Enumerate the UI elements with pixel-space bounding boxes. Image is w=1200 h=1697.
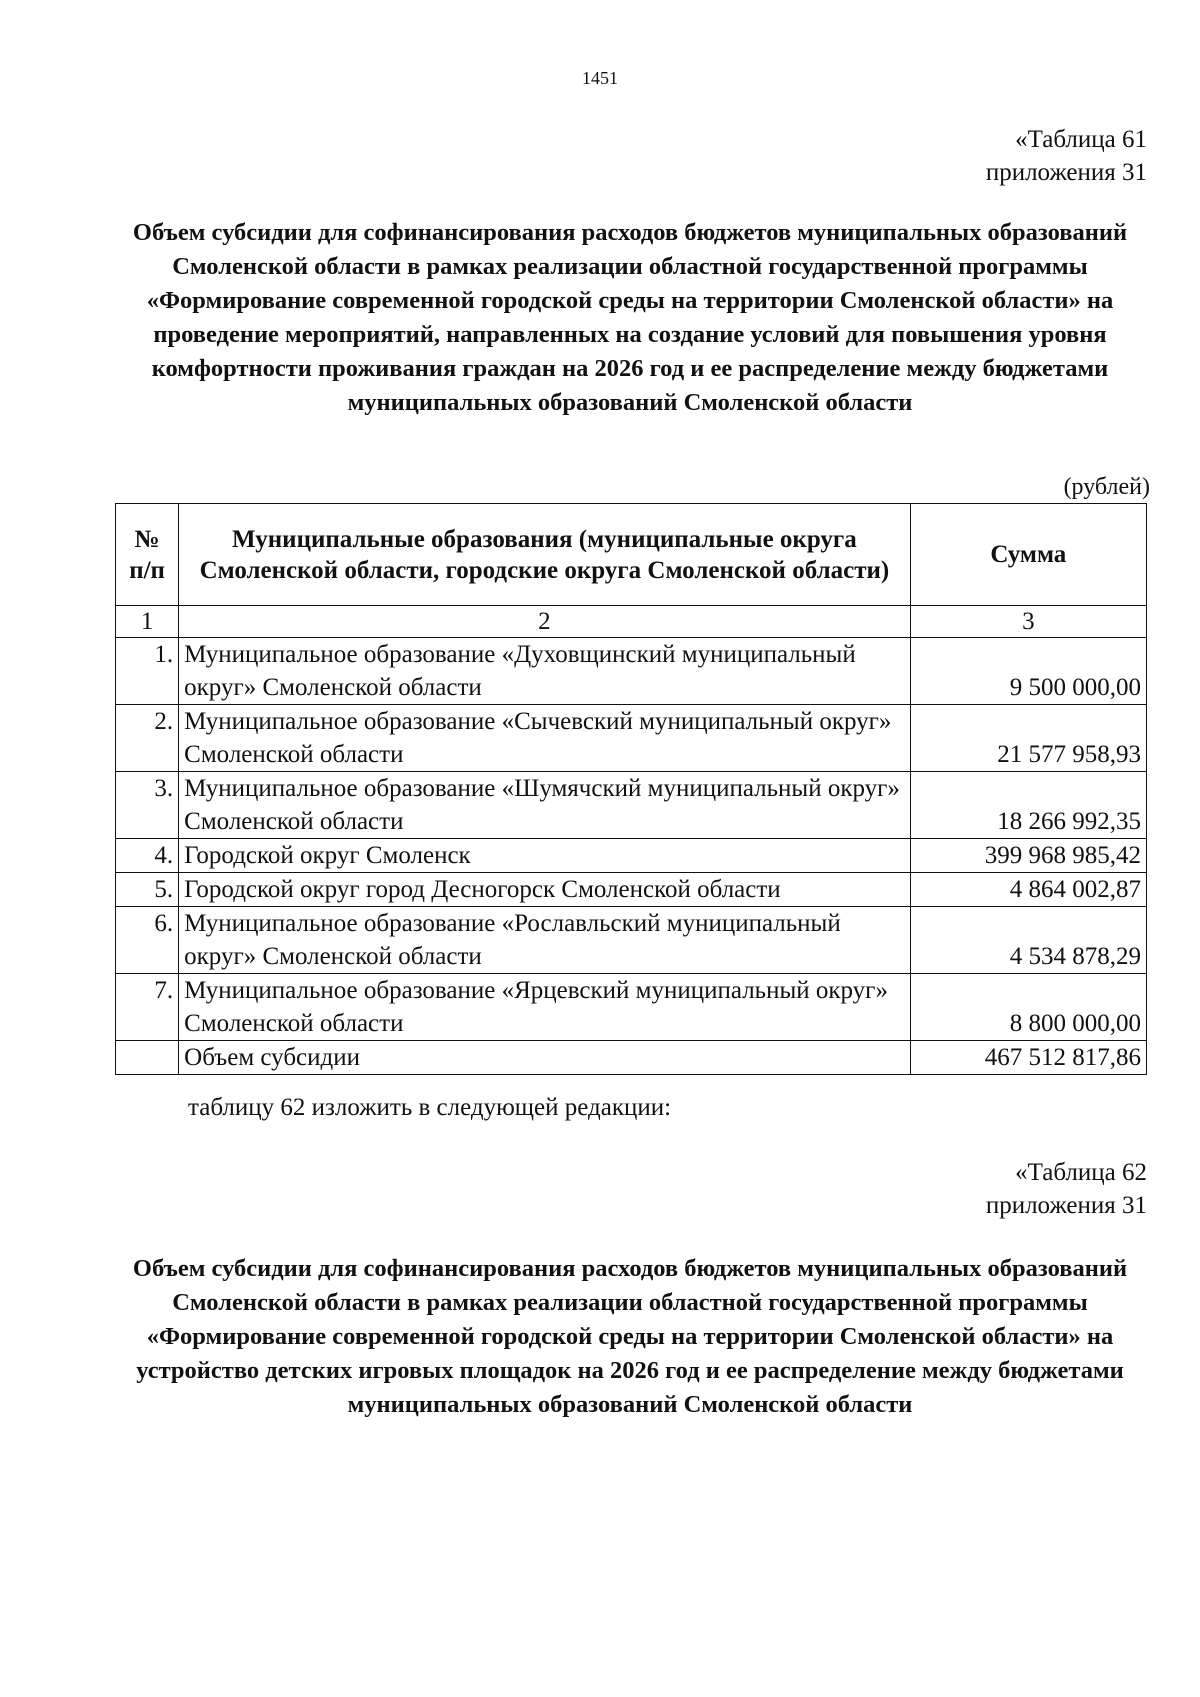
row-name: Муниципальное образование «Сычевский муниципальный округ» Смоленской области	[179, 705, 910, 772]
row-number: 3.	[116, 772, 179, 839]
total-row	[116, 1041, 1147, 1075]
row-sum: 4 534 878,29	[910, 907, 1146, 974]
row-name: Городской округ Смоленск	[179, 839, 910, 873]
column-number: 1	[116, 606, 179, 638]
units-label: (рублей)	[1063, 474, 1150, 500]
table62-reference	[986, 1156, 1147, 1222]
total-sum: 467 512 817,86	[910, 1041, 1146, 1075]
table-row	[116, 907, 1147, 974]
table-row	[116, 772, 1147, 839]
table-row	[116, 974, 1147, 1041]
table62-reference-line1: «Таблица 62	[1015, 1159, 1147, 1186]
row-name: Городской округ город Десногорск Смоленской области	[179, 873, 910, 907]
table-row	[116, 839, 1147, 873]
row-number: 6.	[116, 907, 179, 974]
table61-reference-line1: «Таблица 61	[1015, 126, 1147, 153]
subsidy-table	[115, 503, 1147, 1075]
table-row	[116, 873, 1147, 907]
row-name: Муниципальное образование «Духовщинский муниципальный округ» Смоленской области	[179, 638, 910, 705]
row-number: 4.	[116, 839, 179, 873]
header-no: № п/п	[116, 504, 179, 606]
column-number: 3	[910, 606, 1146, 638]
table-row	[116, 705, 1147, 772]
column-number: 2	[179, 606, 910, 638]
row-name: Муниципальное образование «Ярцевский муниципальный округ» Смоленской области	[179, 974, 910, 1041]
row-number: 7.	[116, 974, 179, 1041]
amendment-text: таблицу 62 изложить в следующей редакции:	[188, 1094, 672, 1121]
row-number: 2.	[116, 705, 179, 772]
table-row	[116, 638, 1147, 705]
row-sum: 9 500 000,00	[910, 638, 1146, 705]
total-empty-cell	[116, 1041, 179, 1075]
row-number: 5.	[116, 873, 179, 907]
row-sum: 399 968 985,42	[910, 839, 1146, 873]
total-label: Объем субсидии	[179, 1041, 910, 1075]
row-sum: 4 864 002,87	[910, 873, 1146, 907]
table61-reference-line2: приложения 31	[985, 159, 1147, 186]
row-sum: 21 577 958,93	[910, 705, 1146, 772]
row-name: Муниципальное образование «Шумячский муниципальный округ» Смоленской области	[179, 772, 910, 839]
table61-reference	[986, 123, 1147, 189]
row-number: 1.	[116, 638, 179, 705]
header-name: Муниципальные образования (муниципальные округа Смоленской области, городские округа Смоленской области)	[179, 504, 910, 606]
table61-title: Объем субсидии для софинансирования расходов бюджетов муниципальных образований Смоленской области в рамках реализации областной государственной программы «Формирование современной городской среды на территории Смоленской области» на проведение мероприятий, направленных на создание условий для повышения уровня комфортности проживания граждан на 2026 год и ее распределение между бюджетами муниципальных образований Смоленской области	[132, 219, 1128, 416]
row-sum: 8 800 000,00	[910, 974, 1146, 1041]
table62-title: Объем субсидии для софинансирования расходов бюджетов муниципальных образований Смоленской области в рамках реализации областной государственной программы «Формирование современной городской среды на территории Смоленской области» на устройство детских игровых площадок на 2026 год и ее распределение между бюджетами муниципальных образований Смоленской области	[132, 1255, 1128, 1418]
table-header-row	[116, 504, 1147, 606]
header-sum: Сумма	[910, 504, 1146, 606]
table62-reference-line2: приложения 31	[985, 1192, 1147, 1219]
page-number: 1451	[582, 68, 618, 88]
column-number-row	[116, 606, 1147, 638]
row-name: Муниципальное образование «Рославльский муниципальный округ» Смоленской области	[179, 907, 910, 974]
row-sum: 18 266 992,35	[910, 772, 1146, 839]
